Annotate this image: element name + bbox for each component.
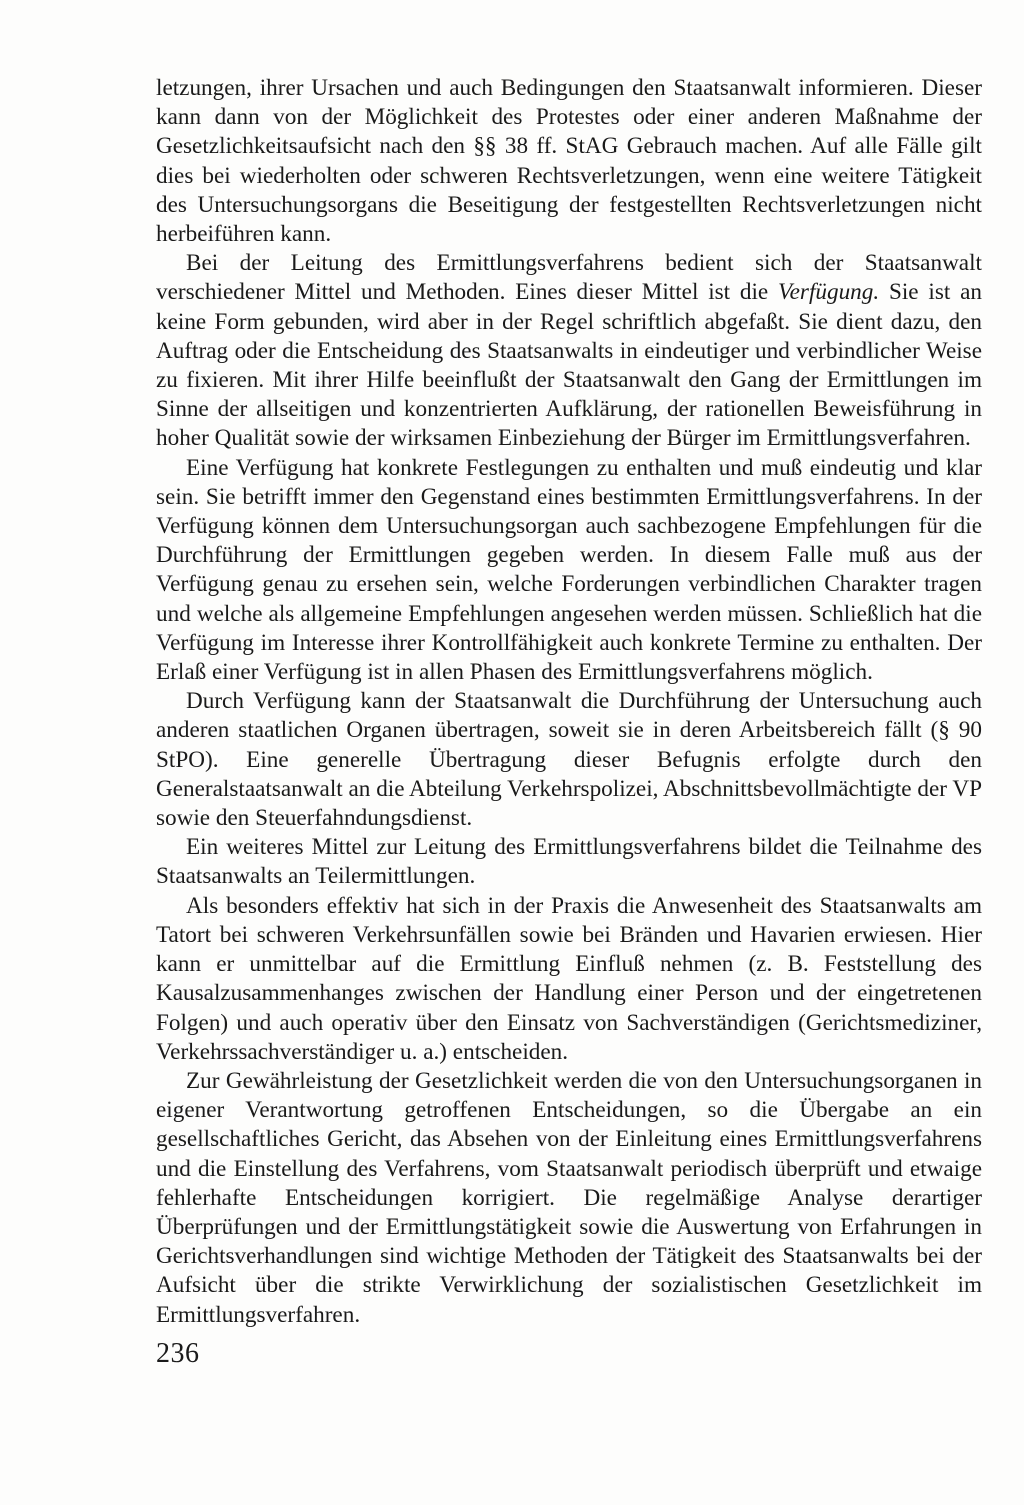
paragraph-2: Bei der Leitung des Ermittlungsverfahrens bedient sich der Staatsanwalt verschiedener Mittel und Methoden. Eines dieser Mittel ist die Verfügung. Sie ist an keine Form gebunden, wird aber in der Regel schriftlich abgefaßt. Sie dient dazu, den Auftrag oder die Entscheidung des Staatsanwalts in eindeutiger und verbindlicher Weise zu fixieren. Mit ihrer Hilfe beeinflußt der Staatsanwalt den Gang der Ermittlungen im Sinne der allseitigen und konzentrierten Aufklärung, der rationellen Beweisführung in hoher Qualität sowie der wirksamen Einbeziehung der Bürger im Ermittlungsverfahren. <box>156 250 982 452</box>
paragraph-1: letzungen, ihrer Ursachen und auch Bedingungen den Staatsanwalt informieren. Dieser kann dann von der Möglichkeit des Protestes oder einer anderen Maßnahme der Gesetzlichkeitsaufsicht nach den §§ 38 ff. StAG Gebrauch machen. Auf alle Fälle gilt dies bei wiederholten oder schweren Rechtsverletzungen, wenn eine weitere Tätigkeit des Untersuchungsorgans die Beseitigung der festgestellten Rechtsverletzungen nicht herbeiführen kann. <box>156 75 982 248</box>
paragraph-7: Zur Gewährleistung der Gesetzlichkeit werden die von den Untersuchungsorganen in eigener Verantwortung getroffenen Entscheidungen, so die Übergabe an ein gesellschaftliches Gericht, das Absehen von der Einleitung eines Ermittlungsverfahrens und die Einstellung des Verfahrens, vom Staatsanwalt periodisch überprüft und etwaige fehlerhafte Entscheidungen korrigiert. Die regelmäßige Analyse derartiger Überprüfungen und der Ermittlungstätigkeit sowie die Auswertung von Erfahrungen in Gerichtsverhandlungen sind wichtige Methoden der Tätigkeit des Staatsanwalts bei der Aufsicht über die strikte Verwirklichung der sozialistischen Gesetzlichkeit im Ermittlungsverfahren. <box>156 1067 982 1328</box>
emphasis-verfuegung: Verfügung. <box>778 279 880 306</box>
page-number: 236 <box>156 1338 200 1369</box>
paragraph-3: Eine Verfügung hat konkrete Festlegungen zu enthalten und muß eindeutig und klar sein. Sie betrifft immer den Gegenstand eines bestimmten Ermittlungsverfahrens. In der Verfügung können dem Untersuchungsorgan auch sachbezogene Empfehlungen für die Durchführung der Ermittlungen gegeben werden. In diesem Falle muß aus der Verfügung genau zu ersehen sein, welche Forderungen verbindlichen Charakter tragen und welche als allgemeine Empfehlungen angesehen werden müssen. Schließlich hat die Verfügung im Interesse ihrer Kontrollfähigkeit auch konkrete Termine zu enthalten. Der Erlaß einer Verfügung ist in allen Phasen des Ermittlungsverfahrens möglich. <box>156 454 982 686</box>
paragraph-6: Als besonders effektiv hat sich in der Praxis die Anwesenheit des Staatsanwalts am Tatort bei schweren Verkehrsunfällen sowie bei Bränden und Havarien erwiesen. Hier kann er unmittelbar auf die Ermittlung Einfluß nehmen (z. B. Feststellung des Kausalzusammenhanges zwischen der Handlung einer Person und der eingetretenen Folgen) und auch operativ über den Einsatz von Sachverständigen (Gerichtsmediziner, Verkehrssachverständiger u. a.) entscheiden. <box>156 892 982 1065</box>
paragraph-5: Ein weiteres Mittel zur Leitung des Ermittlungsverfahrens bildet die Teilnahme des Staatsanwalts an Teilermittlungen. <box>156 834 982 890</box>
paragraph-4: Durch Verfügung kann der Staatsanwalt die Durchführung der Untersuchung auch anderen staatlichen Organen übertragen, soweit sie in deren Arbeitsbereich fällt (§ 90 StPO). Eine generelle Übertragung dieser Befugnis erfolgte durch den Generalstaatsanwalt an die Abteilung Verkehrspolizei, Abschnittsbevollmächtigte der VP sowie den Steuerfahndungsdienst. <box>156 688 982 832</box>
body-text <box>156 74 982 1330</box>
